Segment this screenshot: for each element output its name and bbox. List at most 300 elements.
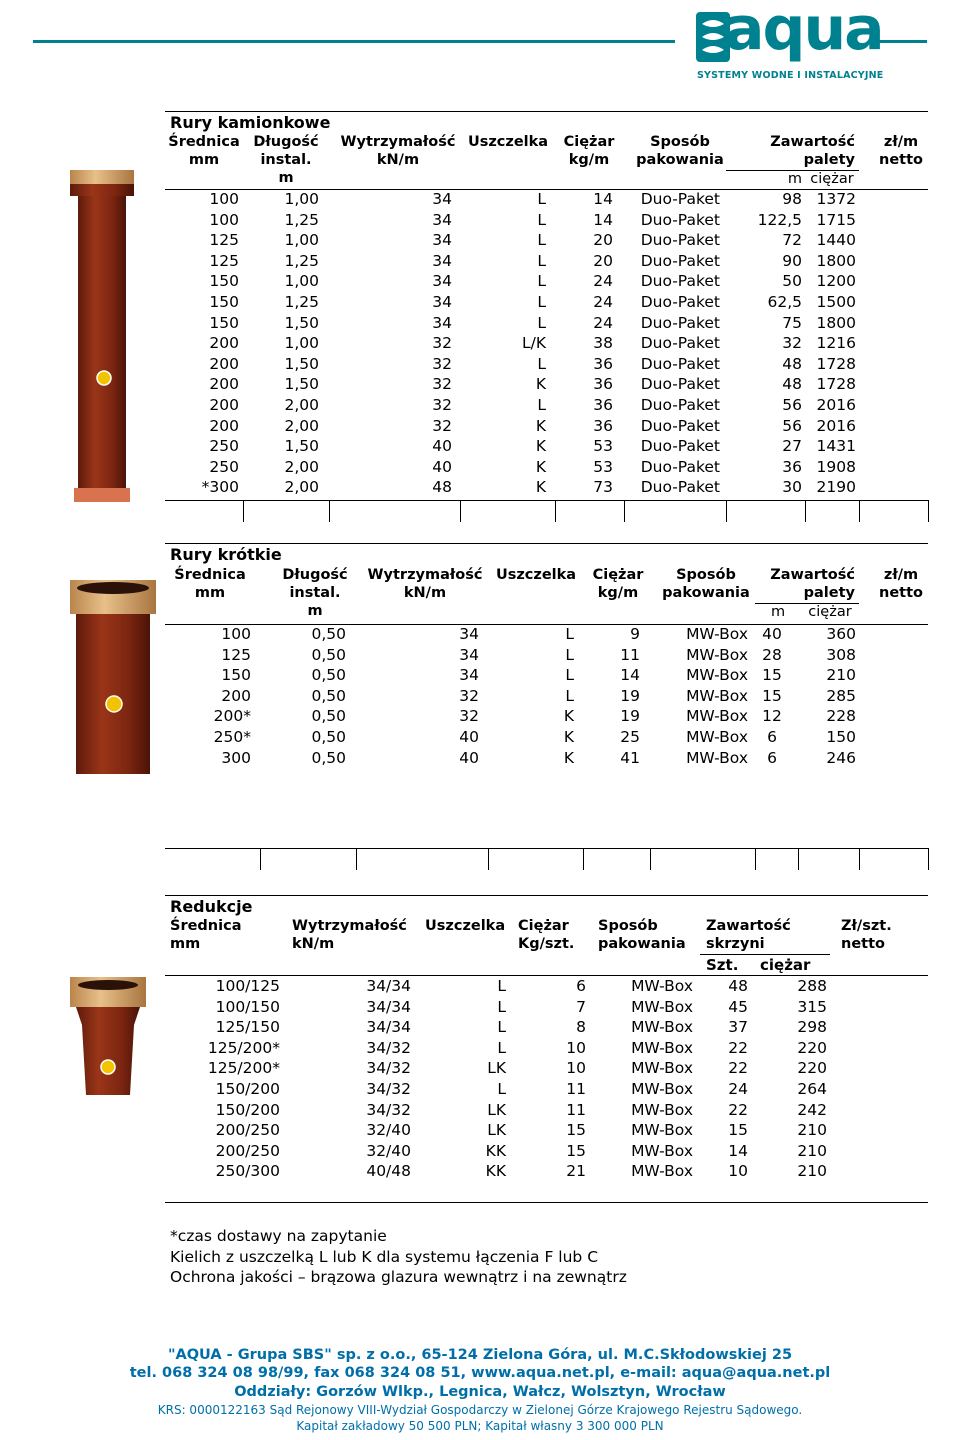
section1-cell-zaw-m: 32 [782,334,802,353]
section3-cell-uszczelka: L [497,997,506,1016]
section1-cell-wytrz: 48 [432,478,452,497]
s1-hdr-uszczelka: Uszczelka [467,134,549,150]
section1-cell-zaw-ciezar: 1500 [816,293,856,311]
section1-cell-ciezar: 73 [593,478,613,497]
section1-cell-sposob: Duo-Paket [640,457,720,476]
section3-cell-srednica: 125/200* [207,1038,280,1057]
section3-cell-sposob: MW-Box [631,1141,693,1160]
section1-cell-wytrz: 32 [432,334,452,353]
s3-hdr-zaw-ciezar: ciężar [760,956,811,974]
section2-cell-ciezar: 19 [620,686,640,705]
section3-cell-ciezar: 10 [566,1038,586,1057]
s1-hdr-ciezar: Ciężar kg/m [563,134,615,168]
section2-cell-zaw-m: 6 [767,728,777,746]
section1-cell-zaw-ciezar: 2190 [816,478,856,497]
section1-cell-srednica: 250 [209,457,239,476]
section3-cell-srednica: 200/250 [215,1141,280,1160]
section3-cell-srednica: 125/150 [215,1018,280,1037]
section1-cell-wytrz: 34 [432,272,452,291]
section2-cell-uszczelka: K [563,748,574,767]
section1-cell-srednica: 100 [209,210,239,229]
section3-cell-sposob: MW-Box [631,1121,693,1140]
section1-cell-srednica: 250 [209,437,239,456]
section3-cell-srednica: 200/250 [215,1121,280,1140]
section2-cell-srednica: 200 [221,686,251,705]
section3-cell-ciezar: 11 [566,1100,586,1119]
section1-cell-wytrz: 32 [432,396,452,414]
section1-cell-srednica: 200 [209,334,239,353]
section3-cell-sposob: MW-Box [631,1038,693,1057]
section3-cell-uszczelka: L [497,1018,506,1037]
s2-top-line [165,543,928,544]
section1-cell-ciezar: 53 [593,437,613,456]
short-pipe-image [68,578,158,778]
section1-cell-sposob: Duo-Paket [640,313,720,332]
section1-cell-zaw-m: 48 [782,354,802,373]
section2-cell-srednica: 100 [221,625,251,643]
section1-cell-wytrz: 40 [432,457,452,476]
section2-cell-sposob: MW-Box [686,728,748,746]
section3-cell-zaw-szt: 14 [728,1141,748,1160]
section1-cell-ciezar: 14 [593,210,613,229]
section3-cell-uszczelka: LK [487,1059,506,1078]
section1-cell-dlugosc: 2,00 [284,396,319,414]
s1-hdr-wytrz: Wytrzymałość kN/m [340,134,456,168]
s3-bottom-line [165,1202,928,1203]
s2-bottom-line [165,848,928,849]
section3-cell-wytrz: 34/32 [366,1059,411,1078]
s2-hdr-zaw-m: m [770,604,786,620]
section1-cell-zaw-ciezar: 2016 [816,396,856,414]
section2-cell-wytrz: 34 [459,645,479,664]
section1-cell-zaw-m: 48 [782,375,802,394]
section1-cell-dlugosc: 1,00 [284,272,319,291]
section1-cell-srednica: 150 [209,293,239,311]
header-line-left [33,40,675,43]
s1-bottom-line [165,500,928,501]
section3-cell-zaw-szt: 22 [728,1100,748,1119]
section1-cell-dlugosc: 1,00 [284,190,319,208]
note-socket: Kielich z uszczelką L lub K dla systemu łączenia F lub C [170,1247,599,1266]
section1-cell-dlugosc: 1,50 [284,375,319,394]
section2-cell-srednica: 300 [221,748,251,767]
section1-cell-uszczelka: L [537,272,546,291]
s2-hdr-uszczelka: Uszczelka [495,567,577,583]
section2-cell-dlugosc: 0,50 [311,748,346,767]
note-delivery: *czas dostawy na zapytanie [170,1227,387,1245]
s2-hdr-sposob: Sposób pakowania [662,567,750,601]
section1-cell-wytrz: 32 [432,375,452,394]
section2-cell-zaw-ciezar: 285 [826,686,856,705]
section1-cell-ciezar: 53 [593,457,613,476]
section1-cell-zaw-ciezar: 1216 [816,334,856,353]
section2-cell-uszczelka: L [565,645,574,664]
section1-cell-sposob: Duo-Paket [640,437,720,456]
section1-cell-ciezar: 36 [593,416,613,435]
section2-cell-zaw-ciezar: 308 [826,645,856,664]
section2-cell-ciezar: 14 [620,666,640,685]
section3-cell-zaw-szt: 24 [728,1080,748,1098]
section1-cell-zaw-ciezar: 1908 [816,457,856,476]
section2-cell-zaw-m: 28 [762,645,782,664]
section1-cell-uszczelka: K [535,478,546,497]
section3-cell-sposob: MW-Box [631,997,693,1016]
section2-cell-uszczelka: L [565,666,574,685]
section1-cell-ciezar: 38 [593,334,613,353]
section1-cell-sposob: Duo-Paket [640,293,720,311]
footer-contact: tel. 068 324 08 98/99, fax 068 324 08 51, www.aqua.net.pl, e-mail: aqua@aqua.net.pl [129,1365,831,1381]
section2-cell-sposob: MW-Box [686,645,748,664]
s1-hdr-zawartosc: Zawartość palety [770,134,855,168]
section1-column-divider [726,500,727,522]
section1-cell-dlugosc: 1,00 [284,231,319,250]
section1-cell-uszczelka: L [537,293,546,311]
section3-cell-ciezar: 6 [576,977,586,995]
section1-column-divider [460,500,461,522]
s1-hdr-zaw-ciezar: ciężar [810,171,854,187]
section1-cell-dlugosc: 1,25 [284,251,319,270]
section1-cell-zaw-ciezar: 1431 [816,437,856,456]
section1-cell-zaw-m: 62,5 [767,293,802,311]
section3-cell-zaw-ciezar: 242 [797,1100,827,1119]
section1-column-divider [624,500,625,522]
s3-hdr-wytrz: Wytrzymałość kN/m [292,918,407,952]
section2-cell-uszczelka: L [565,686,574,705]
section3-cell-zaw-ciezar: 220 [797,1038,827,1057]
section1-cell-dlugosc: 1,50 [284,313,319,332]
section1-cell-ciezar: 20 [593,231,613,250]
section1-cell-uszczelka: L [537,396,546,414]
section1-cell-zaw-m: 27 [782,437,802,456]
section1-cell-uszczelka: L/K [521,334,546,353]
section3-cell-sposob: MW-Box [631,1080,693,1098]
section3-cell-srednica: 100/125 [215,977,280,995]
section1-column-divider [243,500,244,522]
footer-capital: Kapitał zakładowy 50 500 PLN; Kapitał własny 3 300 000 PLN [296,1419,664,1433]
section1-cell-wytrz: 34 [432,313,452,332]
section1-cell-wytrz: 40 [432,437,452,456]
s1-hdr-srednica: Średnica mm [168,134,240,168]
section3-cell-wytrz: 32/40 [366,1141,411,1160]
s3-hdr-zaw-szt: Szt. [706,956,739,974]
s2-hdr-zaw-ciezar: ciężar [808,604,852,620]
section1-cell-ciezar: 24 [593,293,613,311]
s3-hdr-cena: Zł/szt. netto [841,918,892,952]
section1-column-divider [928,500,929,522]
section3-cell-ciezar: 8 [576,1018,586,1037]
section1-cell-dlugosc: 1,25 [284,210,319,229]
section3-cell-uszczelka: KK [485,1141,506,1160]
s3-hdr-sposob: Sposób pakowania [598,918,686,952]
section1-cell-uszczelka: L [537,313,546,332]
section1-cell-wytrz: 32 [432,354,452,373]
section1-cell-ciezar: 24 [593,272,613,291]
section3-cell-ciezar: 15 [566,1141,586,1160]
section2-cell-srednica: 150 [221,666,251,685]
section1-cell-zaw-m: 72 [782,231,802,250]
section3-cell-zaw-szt: 45 [728,997,748,1016]
section2-cell-wytrz: 32 [459,686,479,705]
section3-cell-uszczelka: KK [485,1162,506,1181]
section2-cell-wytrz: 40 [459,728,479,746]
section2-cell-dlugosc: 0,50 [311,728,346,746]
section2-column-divider [798,848,799,870]
section1-cell-dlugosc: 2,00 [284,457,319,476]
section2-cell-uszczelka: K [563,728,574,746]
section3-cell-ciezar: 15 [566,1121,586,1140]
section2-cell-dlugosc: 0,50 [311,707,346,726]
section1-cell-srednica: 150 [209,313,239,332]
s2-hdr-cena: zł/m netto [879,567,923,601]
section1-cell-sposob: Duo-Paket [640,251,720,270]
section3-cell-srednica: 100/150 [215,997,280,1016]
s1-top-line [165,111,928,112]
section1-cell-srednica: *300 [201,478,239,497]
section2-cell-ciezar: 11 [620,645,640,664]
section1-cell-dlugosc: 1,00 [284,334,319,353]
section1-cell-zaw-ciezar: 2016 [816,416,856,435]
section1-cell-wytrz: 34 [432,190,452,208]
section2-cell-zaw-m: 40 [762,625,782,643]
section2-cell-zaw-m: 15 [762,686,782,705]
section1-cell-sposob: Duo-Paket [640,231,720,250]
section2-cell-zaw-ciezar: 228 [826,707,856,726]
s1-hdr-dlugosc: Długość instal. m [253,134,319,186]
section1-cell-srednica: 200 [209,354,239,373]
header-line-right [875,40,927,43]
section2-cell-wytrz: 40 [459,748,479,767]
section1-cell-ciezar: 36 [593,396,613,414]
section1-cell-sposob: Duo-Paket [640,396,720,414]
notes [170,1226,627,1288]
section3-cell-ciezar: 7 [576,997,586,1016]
section3-cell-srednica: 250/300 [215,1162,280,1181]
section1-cell-zaw-ciezar: 1728 [816,354,856,373]
section3-cell-zaw-szt: 22 [728,1059,748,1078]
section2-cell-sposob: MW-Box [686,748,748,767]
section3-cell-wytrz: 34/32 [366,1038,411,1057]
s1-hdr-zaw-m: m [787,171,802,187]
section3-cell-srednica: 150/200 [215,1100,280,1119]
section2-column-divider [260,848,261,870]
section1-cell-wytrz: 34 [432,210,452,229]
section3-cell-wytrz: 32/40 [366,1121,411,1140]
section1-cell-wytrz: 34 [432,251,452,270]
section2-cell-sposob: MW-Box [686,707,748,726]
section2-cell-srednica: 200* [213,707,251,726]
section1-cell-zaw-ciezar: 1800 [816,251,856,270]
section1-column-divider [805,500,806,522]
section1-cell-ciezar: 20 [593,251,613,270]
s1-hdr-cena: zł/m netto [879,134,923,168]
section1-cell-uszczelka: L [537,190,546,208]
section3-cell-zaw-szt: 48 [728,977,748,995]
section2-cell-dlugosc: 0,50 [311,666,346,685]
section1-cell-zaw-ciezar: 1800 [816,313,856,332]
section1-cell-ciezar: 36 [593,354,613,373]
section1-cell-zaw-m: 50 [782,272,802,291]
section3-cell-zaw-szt: 15 [728,1121,748,1140]
section2-cell-srednica: 250* [213,728,251,746]
note-quality: Ochrona jakości – brązowa glazura wewnątrz i na zewnątrz [170,1268,627,1286]
section1-cell-uszczelka: L [537,231,546,250]
section3-cell-zaw-szt: 10 [728,1162,748,1181]
section3-cell-zaw-szt: 37 [728,1018,748,1037]
section3-cell-zaw-ciezar: 315 [797,997,827,1016]
section1-cell-sposob: Duo-Paket [640,354,720,373]
section1-cell-uszczelka: L [537,210,546,229]
section2-cell-sposob: MW-Box [686,666,748,685]
reducer-image [68,975,148,1099]
section2-cell-ciezar: 9 [630,625,640,643]
section1-cell-zaw-m: 98 [782,190,802,208]
section1-cell-srednica: 200 [209,396,239,414]
section1-cell-uszczelka: L [537,354,546,373]
section1-cell-zaw-m: 90 [782,251,802,270]
section2-column-divider [859,848,860,870]
section3-cell-wytrz: 40/48 [366,1162,411,1181]
logo-tagline: SYSTEMY WODNE I INSTALACYJNE [697,70,884,81]
s3-top-line [165,895,928,896]
section1-cell-sposob: Duo-Paket [640,416,720,435]
section3-cell-sposob: MW-Box [631,1162,693,1181]
section1-cell-uszczelka: K [535,437,546,456]
section3-cell-zaw-ciezar: 264 [797,1080,827,1098]
s2-hdr-srednica: Średnica mm [174,567,246,601]
section2-cell-ciezar: 25 [620,728,640,746]
section1-cell-dlugosc: 2,00 [284,478,319,497]
section1-cell-ciezar: 24 [593,313,613,332]
s3-hdr-srednica: Średnica mm [170,918,242,952]
section2-cell-zaw-m: 6 [767,748,777,767]
section3-cell-zaw-ciezar: 210 [797,1162,827,1181]
section1-cell-srednica: 200 [209,416,239,435]
footer-branches: Oddziały: Gorzów Wlkp., Legnica, Wałcz, Wolsztyn, Wrocław [234,1384,726,1400]
section1-cell-srednica: 200 [209,375,239,394]
s3-zaw-underline [700,954,830,955]
section3-cell-ciezar: 21 [566,1162,586,1181]
section3-cell-wytrz: 34/32 [366,1080,411,1098]
section3-cell-zaw-ciezar: 210 [797,1141,827,1160]
section1-cell-zaw-ciezar: 1372 [816,190,856,208]
section2-cell-zaw-ciezar: 360 [826,625,856,643]
section1-cell-uszczelka: K [535,457,546,476]
section3-cell-zaw-ciezar: 288 [797,977,827,995]
s3-hdr-uszczelka: Uszczelka [425,918,506,934]
s2-title: Rury krótkie [170,545,282,564]
s3-hdr-ciezar: Ciężar Kg/szt. [518,918,575,952]
section3-cell-uszczelka: L [497,1038,506,1057]
section2-column-divider [356,848,357,870]
section1-column-divider [329,500,330,522]
section1-cell-ciezar: 36 [593,375,613,394]
section1-cell-wytrz: 34 [432,231,452,250]
section1-cell-zaw-m: 30 [782,478,802,497]
section1-cell-zaw-m: 75 [782,313,802,332]
section2-column-divider [928,848,929,870]
section1-column-divider [859,500,860,522]
section2-cell-dlugosc: 0,50 [311,645,346,664]
section3-cell-wytrz: 34/34 [366,1018,411,1037]
section1-cell-dlugosc: 1,50 [284,437,319,456]
s2-hdr-wytrz: Wytrzymałość kN/m [367,567,483,601]
section2-cell-zaw-m: 12 [762,707,782,726]
section2-cell-zaw-ciezar: 150 [826,728,856,746]
section3-cell-wytrz: 34/34 [366,977,411,995]
section3-cell-uszczelka: L [497,977,506,995]
section1-cell-sposob: Duo-Paket [640,375,720,394]
s1-hdr-sposob: Sposób pakowania [636,134,724,168]
section3-cell-sposob: MW-Box [631,1100,693,1119]
section2-cell-uszczelka: K [563,707,574,726]
section2-column-divider [755,848,756,870]
section3-cell-uszczelka: LK [487,1100,506,1119]
section2-column-divider [650,848,651,870]
section2-cell-dlugosc: 0,50 [311,686,346,705]
section1-cell-dlugosc: 2,00 [284,416,319,435]
section2-cell-zaw-ciezar: 210 [826,666,856,685]
section1-cell-sposob: Duo-Paket [640,272,720,291]
section3-cell-uszczelka: L [497,1080,506,1098]
section3-cell-zaw-ciezar: 220 [797,1059,827,1078]
section1-cell-sposob: Duo-Paket [640,190,720,208]
section1-cell-zaw-ciezar: 1440 [816,231,856,250]
section2-cell-wytrz: 32 [459,707,479,726]
section1-column-divider [555,500,556,522]
footer-company: "AQUA - Grupa SBS" sp. z o.o., 65-124 Zielona Góra, ul. M.C.Skłodowskiej 25 [167,1347,793,1363]
section2-cell-dlugosc: 0,50 [311,625,346,643]
section2-cell-srednica: 125 [221,645,251,664]
section2-cell-sposob: MW-Box [686,625,748,643]
section3-cell-uszczelka: LK [487,1121,506,1140]
section1-cell-uszczelka: L [537,251,546,270]
section1-cell-wytrz: 32 [432,416,452,435]
footer-krs: KRS: 0000122163 Sąd Rejonowy VIII-Wydział Gospodarczy w Zielonej Górze Krajowego Rejestru Sądowego. [157,1403,803,1417]
section1-cell-sposob: Duo-Paket [640,478,720,497]
s2-hdr-dlugosc: Długość instal. m [282,567,348,619]
section3-cell-zaw-ciezar: 210 [797,1121,827,1140]
section1-cell-srednica: 125 [209,251,239,270]
section1-cell-zaw-ciezar: 1715 [816,210,856,229]
section1-cell-ciezar: 14 [593,190,613,208]
section1-cell-uszczelka: K [535,375,546,394]
section1-cell-srednica: 125 [209,231,239,250]
long-pipe-image [68,168,138,506]
section1-cell-wytrz: 34 [432,293,452,311]
section1-cell-zaw-m: 36 [782,457,802,476]
s1-title: Rury kamionkowe [170,113,331,132]
section3-cell-wytrz: 34/32 [366,1100,411,1119]
section3-cell-sposob: MW-Box [631,1018,693,1037]
section1-cell-zaw-m: 56 [782,396,802,414]
section2-cell-sposob: MW-Box [686,686,748,705]
section1-cell-dlugosc: 1,25 [284,293,319,311]
section1-cell-sposob: Duo-Paket [640,334,720,353]
logo-text: aqua [724,0,883,64]
section2-cell-wytrz: 34 [459,666,479,685]
section1-cell-zaw-ciezar: 1200 [816,272,856,291]
section3-cell-sposob: MW-Box [631,977,693,995]
section3-cell-ciezar: 11 [566,1080,586,1098]
section2-cell-uszczelka: L [565,625,574,643]
section3-cell-srednica: 150/200 [215,1080,280,1098]
section3-cell-sposob: MW-Box [631,1059,693,1078]
section3-cell-zaw-szt: 22 [728,1038,748,1057]
section3-cell-wytrz: 34/34 [366,997,411,1016]
s3-header-line [165,975,928,976]
section2-cell-zaw-m: 15 [762,666,782,685]
section2-cell-ciezar: 41 [620,748,640,767]
